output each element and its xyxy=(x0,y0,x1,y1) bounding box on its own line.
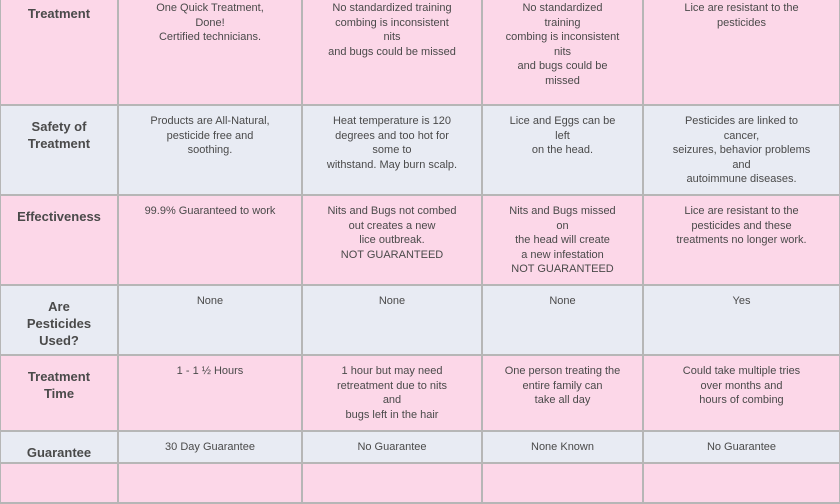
table-cell xyxy=(483,464,644,504)
table-cell: 1 hour but may need retreatment due to nits and bugs left in the hair xyxy=(303,356,483,432)
table-cell: No standardized training combing is inconsistent nits and bugs could be missed xyxy=(303,0,483,106)
table-cell: 1 - 1 ½ Hours xyxy=(119,356,303,432)
row-header: Guarantee xyxy=(1,432,119,464)
row-header: Are Pesticides Used? xyxy=(1,286,119,356)
table-cell: 99.9% Guaranteed to work xyxy=(119,196,303,286)
row-header: Safety of Treatment xyxy=(1,106,119,196)
table-cell: Lice are resistant to the pesticides and these treatments no longer work. xyxy=(644,196,840,286)
table-cell: None Known xyxy=(483,432,644,464)
table-cell: None xyxy=(303,286,483,356)
table-cell: No Guarantee xyxy=(303,432,483,464)
table-cell: Yes xyxy=(644,286,840,356)
table-cell: 30 Day Guarantee xyxy=(119,432,303,464)
row-header: Treatment xyxy=(1,0,119,106)
table-cell: Lice are resistant to the pesticides xyxy=(644,0,840,106)
table-cell: One Quick Treatment, Done! Certified technicians. xyxy=(119,0,303,106)
table-cell: No Guarantee xyxy=(644,432,840,464)
table-cell: Nits and Bugs not combed out creates a new lice outbreak. NOT GUARANTEED xyxy=(303,196,483,286)
table-cell: Lice and Eggs can be left on the head. xyxy=(483,106,644,196)
table-cell: Nits and Bugs missed on the head will create a new infestation NOT GUARANTEED xyxy=(483,196,644,286)
table-cell xyxy=(644,464,840,504)
table-cell: One person treating the entire family can take all day xyxy=(483,356,644,432)
table-cell xyxy=(303,464,483,504)
table-cell: Could take multiple tries over months and hours of combing xyxy=(644,356,840,432)
table-cell: None xyxy=(483,286,644,356)
table-cell xyxy=(119,464,303,504)
row-header: Treatment Time xyxy=(1,356,119,432)
table-cell: No standardized training combing is inconsistent nits and bugs could be missed xyxy=(483,0,644,106)
row-header xyxy=(1,464,119,504)
table-cell: Pesticides are linked to cancer, seizures, behavior problems and autoimmune diseases. xyxy=(644,106,840,196)
row-header: Effectiveness xyxy=(1,196,119,286)
table-cell: Products are All-Natural, pesticide free and soothing. xyxy=(119,106,303,196)
table-cell: Heat temperature is 120 degrees and too hot for some to withstand. May burn scalp. xyxy=(303,106,483,196)
table-cell: None xyxy=(119,286,303,356)
